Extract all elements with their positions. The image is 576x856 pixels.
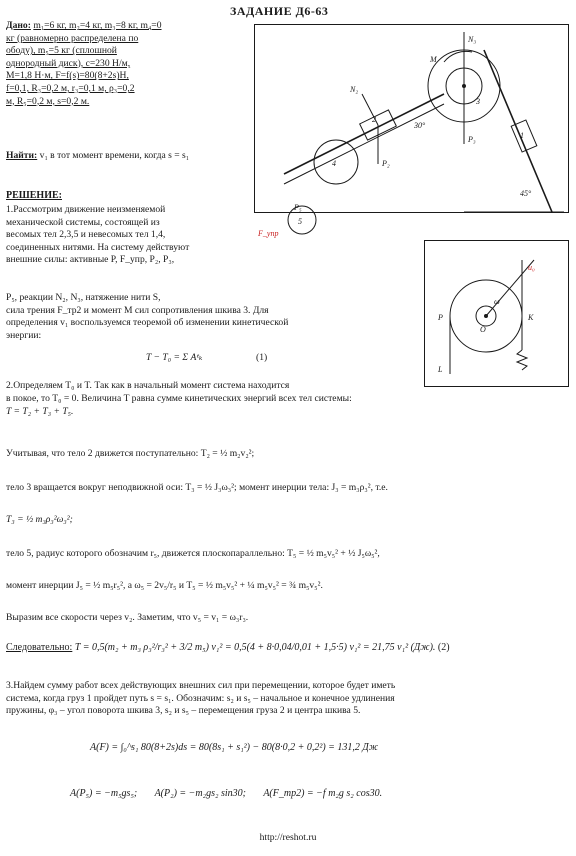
find-label: Найти: — [6, 150, 38, 161]
label-p3: P₃ — [468, 135, 476, 144]
paragraph: тело 3 вращается вокруг неподвижной оси: T₃ = ½ J₃ω₃²; момент инерции тела: J₃ = m₃ρ₃², т.е. — [6, 482, 388, 493]
solution-heading: РЕШЕНИЕ: — [6, 190, 62, 201]
result-number: (2) — [437, 642, 450, 653]
given-line: кг (равномерно распределена по — [6, 32, 139, 44]
label-body-5: 5 — [298, 217, 302, 226]
work-line: система, когда груз 1 пройдет путь s = s₁. Обозначим: s₂ и s₅ – начальное и конечное удлинения — [6, 692, 395, 704]
label-body-3: 3 — [476, 97, 480, 106]
equation-1-number: (1) — [256, 352, 268, 363]
inset-frame — [425, 241, 569, 387]
page-title: ЗАДАНИЕ Д6-63 — [230, 4, 329, 18]
solution-line: механической системы, состоящей из — [6, 216, 160, 228]
find-block — [6, 150, 252, 163]
solution-intro — [6, 204, 252, 267]
label-l: L — [438, 365, 443, 374]
label-p5: P₅ — [294, 203, 302, 212]
solution-line: P₅, реакции N₂, N₃, натяжение нити S, — [6, 292, 161, 303]
work-line: пружины, φ₃ – угол поворота шкива 3, s₂ и s₅ – перемещения груза 2 и центра шкива 5. — [6, 705, 361, 717]
label-k: K — [528, 313, 534, 322]
paragraph: T₃ = ½ m₃ρ₃²ω₃²; — [6, 514, 73, 525]
work-item: A(F_тр2) = −f m₂g s₂ cos30. — [263, 788, 383, 799]
label-n2: N₂ — [350, 85, 359, 94]
label-fupr: F_упр — [258, 229, 279, 238]
label-angle-30: 30° — [414, 121, 426, 130]
label-body-4: 4 — [332, 159, 336, 168]
given-label: Дано: — [6, 20, 31, 31]
label-m: M — [430, 55, 437, 64]
label-p: P — [438, 313, 443, 322]
paragraph: в покое, то T₀ = 0. Величина T равна сумме кинетических энергий всех тел системы: — [6, 393, 352, 404]
label-omega: ω — [494, 297, 500, 306]
paragraph: 2.Определяем T₀ и T. Так как в начальный момент система находится — [6, 380, 290, 391]
pulley-kinematics-figure — [424, 240, 570, 388]
work-formula: A(F) = ∫₀^s₁ 80(8+2s)ds = 80(8s₁ + s₁²) − 80(8·0,2 + 0,2²) = 131,2 Дж — [90, 742, 379, 753]
figure-frame — [255, 25, 569, 213]
given-line: однородный диск), c=230 Н/м, — [6, 57, 131, 69]
label-angle-45: 45° — [520, 189, 532, 198]
mechanism-figure — [254, 24, 570, 238]
given-block — [6, 20, 252, 108]
label-body-1: 1 — [520, 131, 524, 140]
result-equation — [6, 642, 566, 653]
given-line: f=0,1, R₃=0,2 м, r₃=0,1 м, ρ₃=0,2 — [6, 82, 135, 94]
solution-line: весомых тел 2,3,5 и невесомых тел 1,4, — [6, 229, 166, 241]
paragraph: T = T₂ + T₃ + T₅. — [6, 406, 74, 417]
solution-line: 1.Рассмотрим движение неизменяемой — [6, 204, 166, 215]
label-body-2: 2 — [372, 115, 376, 124]
work-line: 3.Найдем сумму работ всех действующих внешних сил при перемещении, которое будет иметь — [6, 680, 396, 691]
given-line: m₁=6 кг, m₂=4 кг, m₃=8 кг, m₄=0 — [33, 20, 162, 31]
solution-line: внешние силы: активные P, F_упр, P₂, P₃, — [6, 254, 175, 266]
label-p2: P₂ — [382, 159, 390, 168]
paragraph: Выразим все скорости через v₂. Заметим, что v₅ = v₁ = ω₃r₃. — [6, 612, 249, 623]
solution-line: энергии: — [6, 329, 42, 341]
paragraph: Учитывая, что тело 2 движется поступательно: T₂ = ½ m₂v₂²; — [6, 448, 255, 459]
work-row — [70, 788, 570, 799]
solution-continued — [6, 292, 416, 342]
work-item: A(P₅) = −m₅gs₅; — [70, 788, 138, 799]
given-line: м, R₅=0,2 м, s=0,2 м. — [6, 95, 90, 107]
paragraph: тело 5, радиус которого обозначим r₅, движется плоскопараллельно: T₅ = ½ m₅v₅² + ½ J₅ω₅², — [6, 548, 380, 559]
footer-url: http://reshot.ru — [259, 832, 317, 843]
label-o: O — [480, 325, 486, 334]
solution-line: определения v₁ воспользуемся теоремой об изменении кинетической — [6, 317, 289, 329]
solution-line: соединенных нитями. На систему действуют — [6, 241, 190, 253]
label-n3: N₃ — [468, 35, 477, 44]
paragraph: момент инерции J₅ = ½ m₅r₅², а ω₅ = 2v₅/r₅ и T₅ = ½ m₅v₅² + ¼ m₅v₅² = ¾ m₅v₅². — [6, 580, 323, 591]
given-line: M=1,8 Н·м, F=f(s)=80(8+2s)Н, — [6, 70, 129, 82]
given-line: ободу), m₅=5 кг (сплошной — [6, 45, 117, 57]
label-velocity: u₀ — [528, 263, 535, 272]
work-paragraph — [6, 680, 566, 718]
work-item: A(P₂) = −m₂gs₂ sin30; — [154, 788, 246, 799]
equation-1-formula: T − T₀ = Σ Aᵉₖ — [146, 352, 203, 363]
solution-line: сила трения F_тр2 и момент M сил сопротивления шкива 3. Для — [6, 304, 269, 316]
result-formula: T = 0,5(m₂ + m₃ ρ₃²/r₃² + 3/2 m₅) v₁² = 0,5(4 + 8·0,04/0,01 + 1,5·5) v₁² = 21,75 v₁² (Дж). — [74, 642, 436, 653]
find-text: v₁ в тот момент времени, когда s = s₁ — [39, 150, 190, 161]
result-label: Следовательно: — [6, 642, 73, 653]
